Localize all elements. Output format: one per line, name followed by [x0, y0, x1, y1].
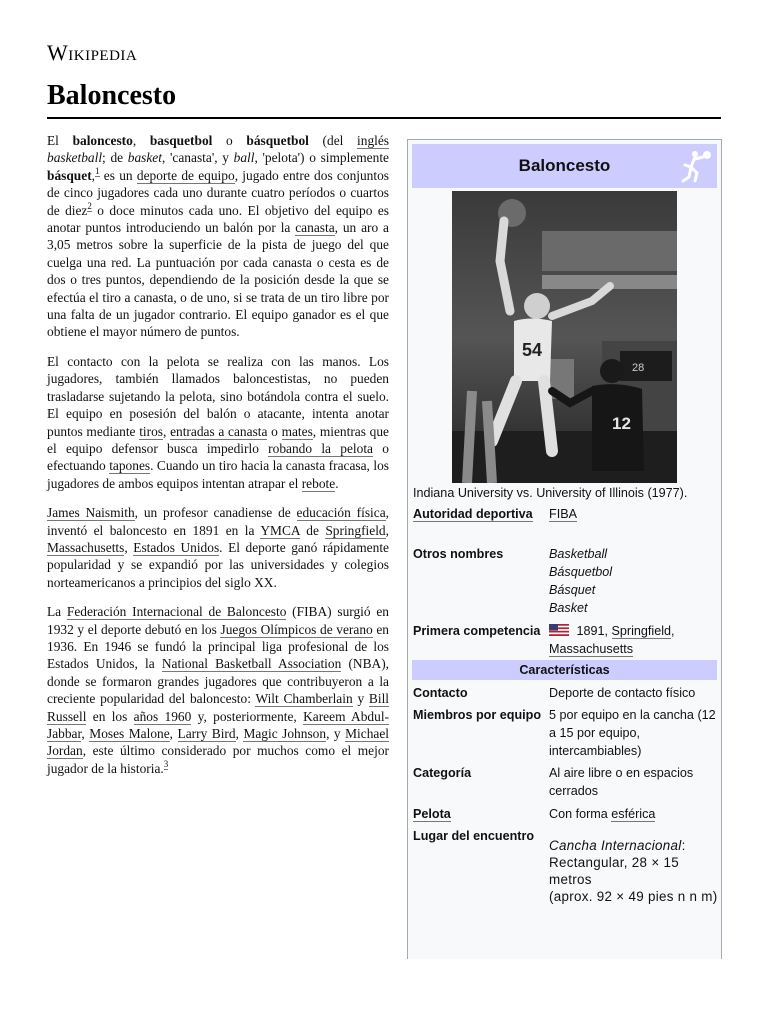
link-moses-malone[interactable]: Moses Malone [89, 726, 170, 741]
link-pelota[interactable]: Pelota [413, 807, 451, 821]
link-educacion-fisica[interactable]: educación física [296, 505, 386, 521]
text: La [47, 604, 67, 620]
term-bold: basquetbol [149, 133, 213, 148]
text: , 'pelota') o simplemente [254, 150, 389, 166]
text: Cancha Internacional [549, 838, 682, 853]
link-autoridad-deportiva[interactable]: Autoridad deportiva [413, 507, 533, 521]
paragraph-history [47, 504, 389, 591]
venue-dimensions: Rectangular, 28 × 15 metros [549, 855, 679, 887]
link-massachusetts[interactable]: Massachusetts [47, 539, 125, 555]
text: o efectuando [47, 440, 389, 474]
infobox [407, 139, 722, 959]
link-ymca[interactable]: YMCA [260, 522, 300, 538]
infobox-header [412, 144, 717, 188]
value-lugar [549, 837, 719, 905]
term-bold: básquetbol [246, 133, 309, 148]
photo-caption: Indiana University vs. University of Illinois (1977). [413, 486, 688, 500]
text: en 1936. En 1946 se fundó la principal liga profesional de los Estados Unidos, la [47, 621, 389, 672]
term-bold: básquet [47, 167, 92, 183]
text: El contacto con la pelota se realiza con las manos. Los jugadores, también llamados baloncestistas, no pueden trasladarse sujetando la pelota, sino botándola contra el suelo. El equipo en posesión del balón o atacante, intenta anotar puntos mediante [47, 353, 389, 439]
link-massachusetts-infobox[interactable]: Massachusetts [549, 642, 633, 656]
link-springfield[interactable]: Springfield [325, 522, 386, 538]
label-pelota [413, 805, 543, 823]
value-categoria: Al aire libre o en espacios cerrados [549, 766, 694, 798]
text: , mientras que el equipo defensor busca impedirlo [47, 423, 389, 456]
link-nba[interactable]: National Basketball Association [161, 656, 342, 672]
term-italic: basketball [47, 150, 103, 166]
text: , inventó el baloncesto en 1891 en la [47, 505, 390, 538]
link-james-naismith[interactable]: James Naismith [47, 505, 135, 521]
link-rebote[interactable]: rebote [301, 475, 336, 491]
value-autoridad [549, 505, 719, 523]
jersey-number-54: 54 [522, 340, 543, 360]
text: , un aro a 3,05 metros sobre la superficie de la pista de juego del que cuelga una red. La puntuación por cada canasta o cesta es de dos o tres puntos, dependiendo de la posición desde la que se efectúa el tiro a canasta, o de uno, si se trata de un tiro libre por una falta de un jugador contrario. El equipo ganador es el que obtiene el mayor número de puntos. [47, 220, 390, 340]
other-name: Básquetbol [549, 565, 613, 579]
text: . Cuando un tiro hacia la canasta fracasa, los jugadores de ambos equipos intentan atrapar el [47, 458, 389, 491]
text: (del [308, 133, 358, 148]
jersey-number-12: 12 [612, 414, 631, 433]
link-tapones[interactable]: tapones [109, 458, 151, 474]
label-otros-nombres: Otros nombres [413, 547, 504, 561]
link-ingles[interactable]: inglés [357, 133, 390, 148]
other-name: Basket [549, 601, 588, 615]
text: , [235, 726, 244, 741]
term-italic: ball [233, 150, 255, 166]
wikipedia-logo[interactable]: Wikipedia [47, 40, 138, 65]
text: , [671, 624, 675, 638]
text: en los [86, 708, 134, 724]
text: , y [326, 726, 346, 741]
infobox-title: Baloncesto [518, 156, 611, 175]
text: es un [99, 167, 137, 183]
paragraph-fiba [47, 603, 389, 777]
text: , [91, 167, 96, 183]
text: , 'canasta', y [161, 150, 234, 166]
link-robando-la-pelota[interactable]: robando la pelota [268, 440, 373, 456]
link-tiros[interactable]: tiros [139, 423, 164, 439]
text: , [163, 423, 171, 439]
text: , [385, 522, 389, 538]
link-mates[interactable]: mates [281, 423, 313, 439]
text: El [47, 133, 73, 148]
text: , [124, 539, 134, 555]
value-miembros: 5 por equipo en la cancha (12 a 15 por equipo, intercambiables) [549, 708, 716, 758]
paragraph-rules [47, 353, 389, 492]
link-anos-1960[interactable]: años 1960 [133, 708, 192, 724]
text: o [267, 423, 282, 439]
link-deporte-de-equipo[interactable]: deporte de equipo [136, 167, 235, 183]
text: . [335, 475, 339, 491]
reference-3[interactable]: 3 [163, 759, 169, 770]
section-caracteristicas: Características [412, 660, 717, 680]
term-italic: basket [127, 150, 162, 166]
link-bill-russell[interactable]: Bill Russell [47, 691, 390, 724]
paragraph-intro [47, 132, 389, 341]
other-name: Básquet [549, 583, 596, 597]
link-fiba[interactable]: Federación Internacional de Baloncesto [66, 604, 287, 620]
reference-1[interactable]: 1 [95, 166, 100, 177]
page-title: Baloncesto [47, 80, 177, 111]
label-contacto: Contacto [413, 686, 468, 700]
venue-heading [549, 837, 719, 854]
text: y, posteriormente, [191, 708, 304, 724]
link-estados-unidos[interactable]: Estados Unidos [133, 539, 220, 555]
label-primera-competencia: Primera competencia [413, 624, 541, 638]
text: o [212, 133, 247, 148]
link-fiba-infobox[interactable]: FIBA [549, 507, 577, 521]
text: (FIBA) surgió en 1932 y el deporte debutó en los [47, 604, 389, 637]
label-lugar: Lugar del encuentro [413, 829, 535, 843]
link-michael-jordan[interactable]: Michael Jordan [47, 726, 389, 759]
link-juegos-olimpicos[interactable]: Juegos Olímpicos de verano [220, 621, 373, 637]
text: , jugado entre dos conjuntos de cinco jugadores cada uno durante cuatro períodos o cuartos de diez [47, 167, 390, 218]
value-primera-competencia [549, 622, 719, 658]
text: , [132, 133, 150, 148]
term-bold: baloncesto [72, 133, 133, 148]
link-canasta[interactable]: canasta [295, 220, 335, 236]
value-pelota [549, 805, 719, 823]
text: , [81, 726, 90, 741]
value-otros-nombres [549, 545, 719, 617]
basketball-pictogram-icon [673, 147, 713, 185]
link-larry-bird[interactable]: Larry Bird [177, 726, 236, 741]
text: ; de [102, 150, 128, 166]
link-wilt-chamberlain[interactable]: Wilt Chamberlain [255, 691, 353, 707]
link-kareem-abdul-jabbar[interactable]: Kareem Abdul-Jabbar [47, 708, 389, 741]
text: o doce minutos cada uno. El objetivo del equipo es anotar puntos introduciendo un balón por la [47, 202, 389, 236]
basketball-game-photo [452, 191, 677, 483]
text: , [169, 726, 178, 741]
text: : [681, 838, 686, 853]
other-name: Basketball [549, 547, 608, 561]
label-miembros: Miembros por equipo [413, 708, 542, 722]
value-contacto: Deporte de contacto físico [549, 686, 696, 700]
article-body [47, 132, 389, 789]
text: 1891, [573, 624, 612, 638]
title-divider [47, 117, 721, 119]
text: (NBA), donde se formaron grandes jugadores que contribuyeron a la creciente popularidad del baloncesto: [47, 656, 389, 707]
link-entradas-a-canasta[interactable]: entradas a canasta [170, 423, 268, 439]
text: y [352, 691, 369, 707]
text: . El deporte ganó rápidamente popularidad y se expandió por las universidades y colegios norteamericanos a principios del siglo XX. [47, 539, 389, 590]
reference-2[interactable]: 2 [87, 201, 92, 212]
us-flag-icon [549, 624, 569, 636]
text: , este último considerado por muchos como el mejor jugador de la historia. [47, 743, 389, 776]
text: , un profesor canadiense de [134, 505, 297, 521]
venue-dimensions-feet: (aprox. 92 × 49 pies n n m) [549, 889, 718, 904]
text: Con forma [549, 807, 612, 821]
label-autoridad [413, 505, 543, 523]
link-magic-johnson[interactable]: Magic Johnson [243, 726, 327, 741]
label-categoria: Categoría [413, 766, 472, 780]
link-esferica[interactable]: esférica [611, 807, 656, 821]
svg-text:28: 28 [632, 362, 645, 374]
link-springfield-infobox[interactable]: Springfield [611, 624, 672, 638]
text: de [299, 522, 326, 538]
